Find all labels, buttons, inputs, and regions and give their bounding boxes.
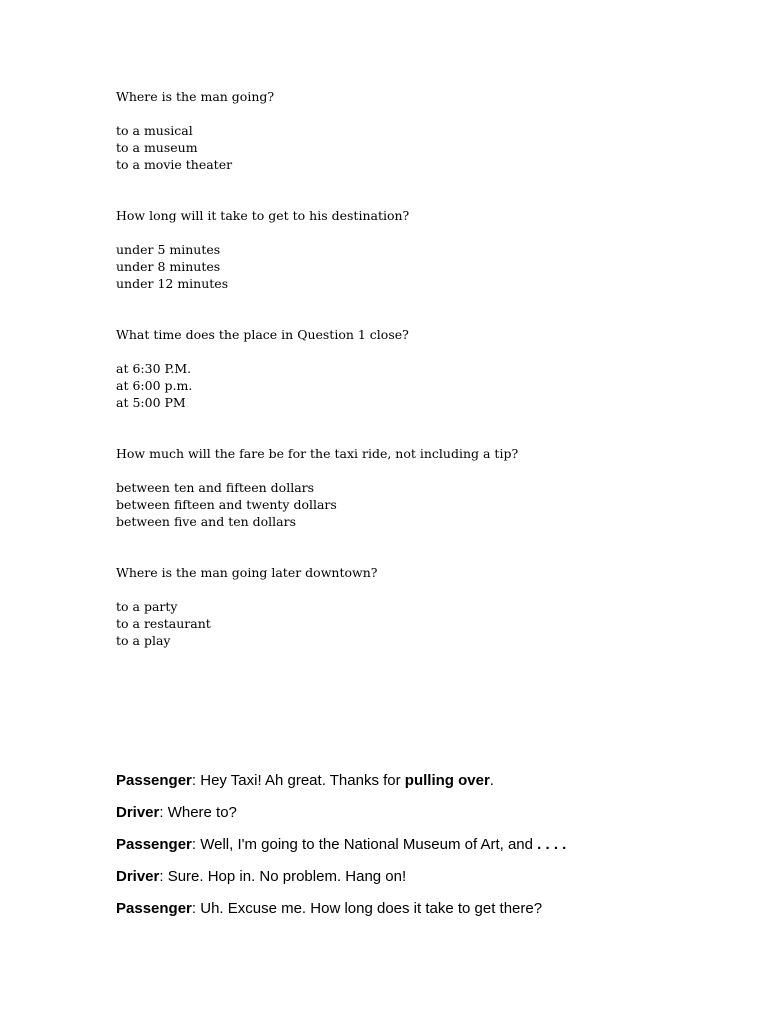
option-item: between ten and fifteen dollars <box>116 480 315 495</box>
option-item: at 6:30 P.M. <box>116 361 192 376</box>
speaker-separator: : <box>191 836 197 853</box>
speaker-name: Passenger <box>116 900 192 917</box>
question-5-text: Where is the man going later downtown? <box>116 565 378 580</box>
question-3-text: What time does the place in Question 1 close? <box>116 327 409 342</box>
option-item: under 8 minutes <box>116 259 221 274</box>
dialogue-text: Uh. Excuse me. How long does it take to get there? <box>196 900 543 917</box>
dialogue-line-5 <box>116 898 716 920</box>
option-item: to a museum <box>116 140 198 155</box>
speaker-name: Passenger <box>116 772 192 789</box>
question-3-options <box>116 360 716 411</box>
dialogue-emphasis: . . . . <box>537 836 567 853</box>
option-item: between five and ten dollars <box>116 514 296 529</box>
question-2-options <box>116 241 716 292</box>
option-item: under 5 minutes <box>116 242 221 257</box>
dialogue-line-3 <box>116 834 716 856</box>
question-4-options <box>116 479 716 530</box>
dialogue-line-2 <box>116 802 716 824</box>
dialogue-text: Where to? <box>163 804 237 821</box>
question-1-text: Where is the man going? <box>116 89 275 104</box>
question-block-2 <box>116 207 716 292</box>
dialogue-line-4 <box>116 866 716 888</box>
speaker-separator: : <box>159 868 164 885</box>
dialogue-text: Well, I'm going to the National Museum of Art, and <box>196 836 538 853</box>
dialogue-line-1 <box>116 770 716 792</box>
option-item: to a musical <box>116 123 193 138</box>
speaker-separator: : <box>191 900 197 917</box>
option-item: to a movie theater <box>116 157 233 172</box>
speaker-name: Driver <box>116 868 160 885</box>
speaker-separator: : <box>191 772 197 789</box>
option-item: at 6:00 p.m. <box>116 378 193 393</box>
speaker-name: Driver <box>116 804 160 821</box>
dialogue-text: Sure. Hop in. No problem. Hang on! <box>163 868 407 885</box>
option-item: under 12 minutes <box>116 276 229 291</box>
option-item: to a play <box>116 633 171 648</box>
speaker-name: Passenger <box>116 836 192 853</box>
question-block-3 <box>116 326 716 411</box>
option-item: between fifteen and twenty dollars <box>116 497 337 512</box>
dialogue-emphasis: pulling over <box>404 772 490 789</box>
dialogue-transcript <box>116 770 716 930</box>
question-5-options <box>116 598 716 649</box>
question-1-options <box>116 122 716 173</box>
option-item: to a party <box>116 599 178 614</box>
quiz-section <box>116 88 716 683</box>
question-4-text: How much will the fare be for the taxi ride, not including a tip? <box>116 446 519 461</box>
speaker-separator: : <box>159 804 164 821</box>
question-2-text: How long will it take to get to his destination? <box>116 208 410 223</box>
question-block-4 <box>116 445 716 530</box>
option-item: at 5:00 PM <box>116 395 186 410</box>
question-block-1 <box>116 88 716 173</box>
option-item: to a restaurant <box>116 616 211 631</box>
dialogue-text-end: . <box>489 772 494 789</box>
dialogue-text: Hey Taxi! Ah great. Thanks for <box>196 772 405 789</box>
question-block-5 <box>116 564 716 649</box>
